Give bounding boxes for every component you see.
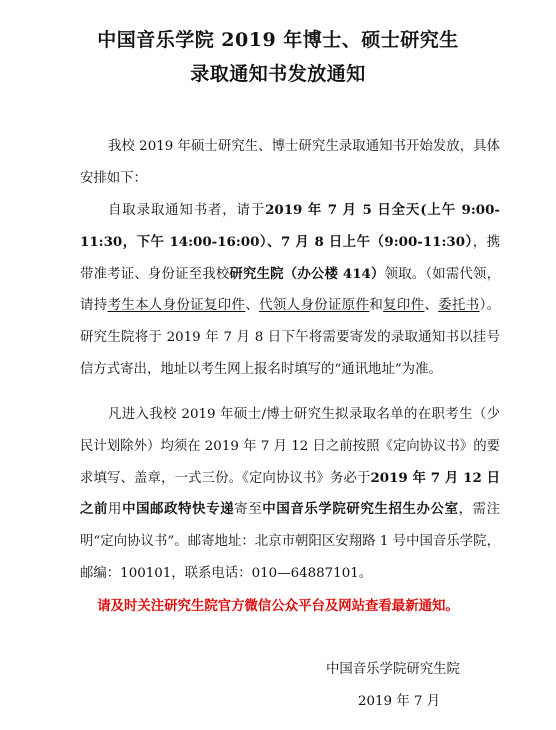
pickup-text-4: 、 [245,298,260,314]
pickup-text-1: 自取录取通知书者，请于 [108,203,266,218]
pickup-text-7: ）。研究生院将于 2019 年 7 月 8 日下午将需要寄发的录取通知书以挂号信方式寄出，地址以考生网上报名时填写的“通讯地址”为准。 [80,298,501,377]
pickup-paragraph [80,195,500,386]
pickup-text-3: 领取。（如需代领，请持 [80,266,500,314]
agreement-delivery-method: 中国邮政特快专递 [122,501,235,518]
agreement-text-2: 用 [108,502,123,518]
document-title-line-1: 中国音乐学院 2019 年博士、硕士研究生 [97,29,459,51]
signature-organization: 中国音乐学院研究生院 [326,662,460,677]
agreement-deadline: 2019 年 7 月 12 日之前 [80,469,500,518]
document-title-line-2: 录取通知书发放通知 [190,63,366,85]
agreement-text-4: ，需注明“定向协议书”。邮寄地址：北京市朝阳区安翔路 1 号中国音乐学院，邮编：100101，联系电话：010—64887101。 [80,502,501,581]
signature-date: 2019 年 7 月 [358,694,441,709]
pickup-time: 2019 年 7 月 5 日全天(上午 9:00-11:30，下午 14:00-16:00）、7 月 8 日上午（9:00-11:30） [80,202,500,250]
doc-proxy-id-original: 代领人身份证原件 [259,298,370,314]
red-notice: 请及时关注研究生院官方微信公众平台及网站查看最新通知。 [97,598,459,614]
pickup-text-2: ，携带准考证、身份证至我校 [80,234,500,282]
agreement-text-3: 寄至 [234,502,263,518]
agreement-paragraph [80,399,500,590]
doc-candidate-id-copy: 考生本人身份证复印件 [107,298,246,314]
pickup-text-6: 、 [424,298,439,314]
intro-paragraph: 我校 2019 年硕士研究生、博士研究生录取通知书开始发放，具体安排如下： [80,139,500,186]
pickup-location: 研究生院（办公楼 414） [229,265,385,282]
doc-copy: 复印件 [383,298,425,314]
agreement-text-1: 凡进入我校 2019 年硕士/博士研究生拟录取名单的在职考生（少民计划除外）均须在 2019 年 7 月 12 日之前按照《定向协议书》的要求填写、盖章，一式三份。《定向协议书》务必于 [80,407,500,486]
pickup-text-5: 和 [369,298,384,314]
doc-authorization-letter: 委托书 [438,298,480,314]
agreement-recipient-office: 中国音乐学院研究生招生办公室 [262,501,459,518]
